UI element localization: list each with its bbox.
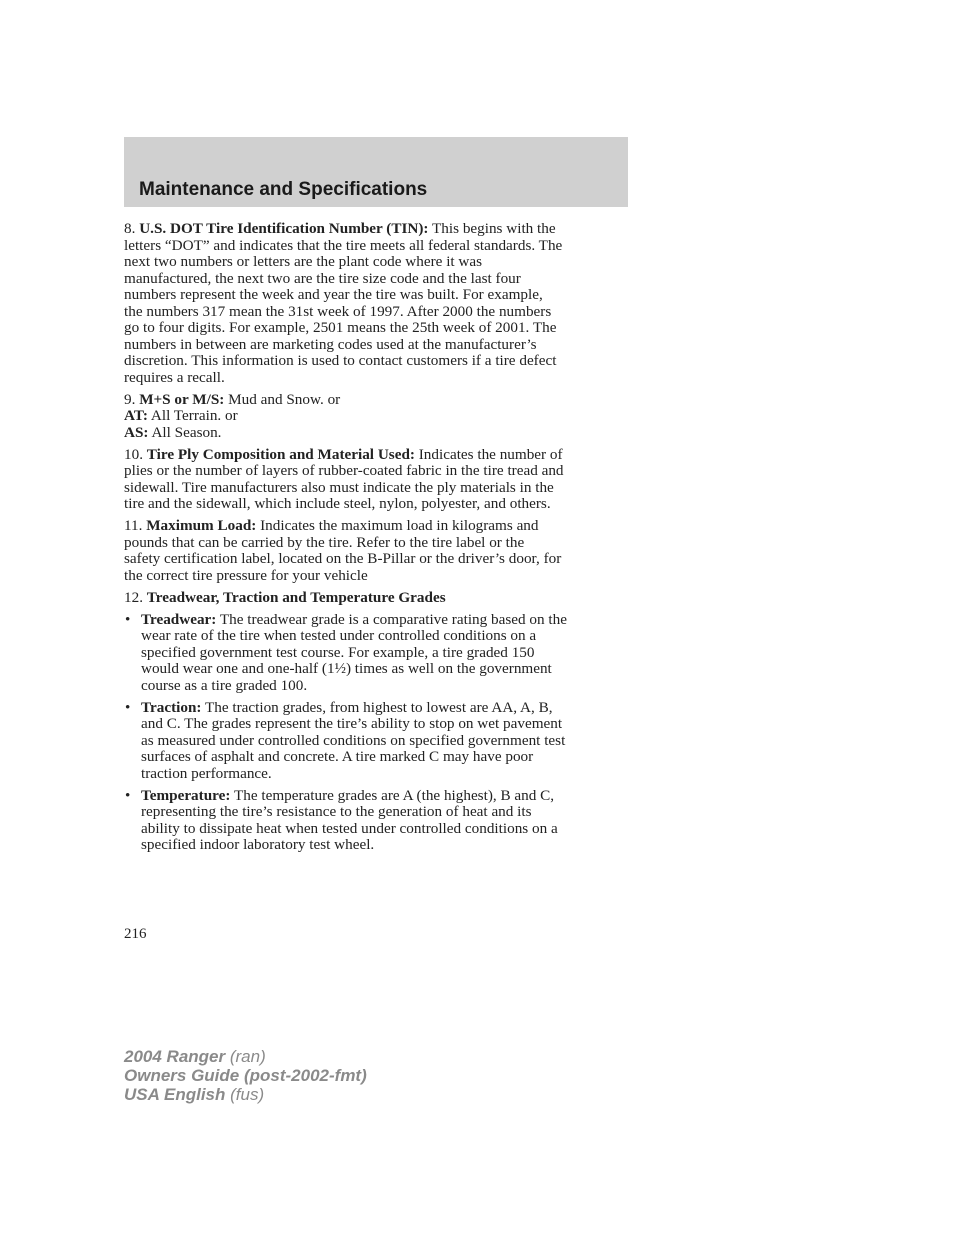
item-term: Tire Ply Composition and Material Used: xyxy=(146,445,415,463)
item-term: AS: xyxy=(124,423,149,441)
bullet-icon: • xyxy=(125,610,131,628)
page-number: 216 xyxy=(124,926,147,942)
footer-line-language: USA English (fus) xyxy=(124,1085,265,1104)
bullet-icon: • xyxy=(125,698,131,716)
item-term: U.S. DOT Tire Identification Number (TIN): xyxy=(139,220,429,237)
footer-line-model: 2004 Ranger (ran) xyxy=(124,1047,266,1066)
item-load: 11. Maximum Load: Indicates the maximum load in kilograms and pounds that can be carried by the tire. Refer to the tire label or the safety certification label, located on the B-Pillar or the driver’s door, for the correct tire pressure for your vehicle xyxy=(124,517,562,584)
item-term: Temperature: xyxy=(141,786,231,804)
item-term: Traction: xyxy=(141,698,202,716)
item-grades: 12. Treadwear, Traction and Temperature Grades xyxy=(124,588,446,606)
section-title: Maintenance and Specifications xyxy=(139,179,428,200)
section-header xyxy=(124,137,628,207)
bullet-treadwear: • Treadwear: The treadwear grade is a comparative rating based on the wear rate of the tire when tested under controlled conditions on a specified government test course. For example, a tire graded 150 would wear one and one-half (1½) times as well on the government course as a tire graded 100. xyxy=(125,610,567,694)
item-ply: 10. Tire Ply Composition and Material Used: Indicates the number of plies or the number of layers of rubber-coated fabric in the tire tread and sidewall. Tire manufacturers also must indicate the ply materials in the tire and the sidewall, which include steel, nylon, polyester, and others. xyxy=(124,445,564,512)
item-term: AT: xyxy=(124,407,148,424)
footer-line-guide: Owners Guide (post-2002-fmt) xyxy=(124,1066,367,1085)
item-term: Maximum Load: xyxy=(146,517,257,534)
item-term: Treadwear: xyxy=(141,610,217,628)
bullet-temperature: • Temperature: The temperature grades are A (the highest), B and C, representing the tire’s resistance to the generation of heat and its ability to dissipate heat when tested under controlled conditions on a specified indoor laboratory test wheel. xyxy=(125,786,558,853)
page-content xyxy=(124,221,630,859)
item-term: Treadwear, Traction and Temperature Grades xyxy=(146,588,446,606)
bullet-traction: • Traction: The traction grades, from highest to lowest are AA, A, B, and C. The grades represent the tire’s ability to stop on wet pavement as measured under controlled conditions on specified government test surfaces of asphalt and concrete. A tire marked C may have poor traction performance. xyxy=(125,698,566,782)
bullet-icon: • xyxy=(125,786,131,804)
item-ms: 9. M+S or M/S: Mud and Snow. or AT: All Terrain. or AS: All Season. xyxy=(124,390,341,441)
item-term: M+S or M/S: xyxy=(139,390,225,408)
item-tin: 8. U.S. DOT Tire Identification Number (TIN): This begins with the letters “DOT” and indicates that the tire meets all federal standards. The next two numbers or letters are the plant code where it was manufactured, the next two are the tire size code and the last four numbers represent the week and year the tire was built. For example, the numbers 317 mean the 31st week of 1997. After 2000 the numbers go to four digits. For example, 2501 means the 25th week of 2001. The numbers in between are marketing codes used at the manufacturer’s discretion. This information is used to contact customers if a tire defect requires a recall. xyxy=(124,220,563,386)
document-footer xyxy=(124,1047,367,1104)
